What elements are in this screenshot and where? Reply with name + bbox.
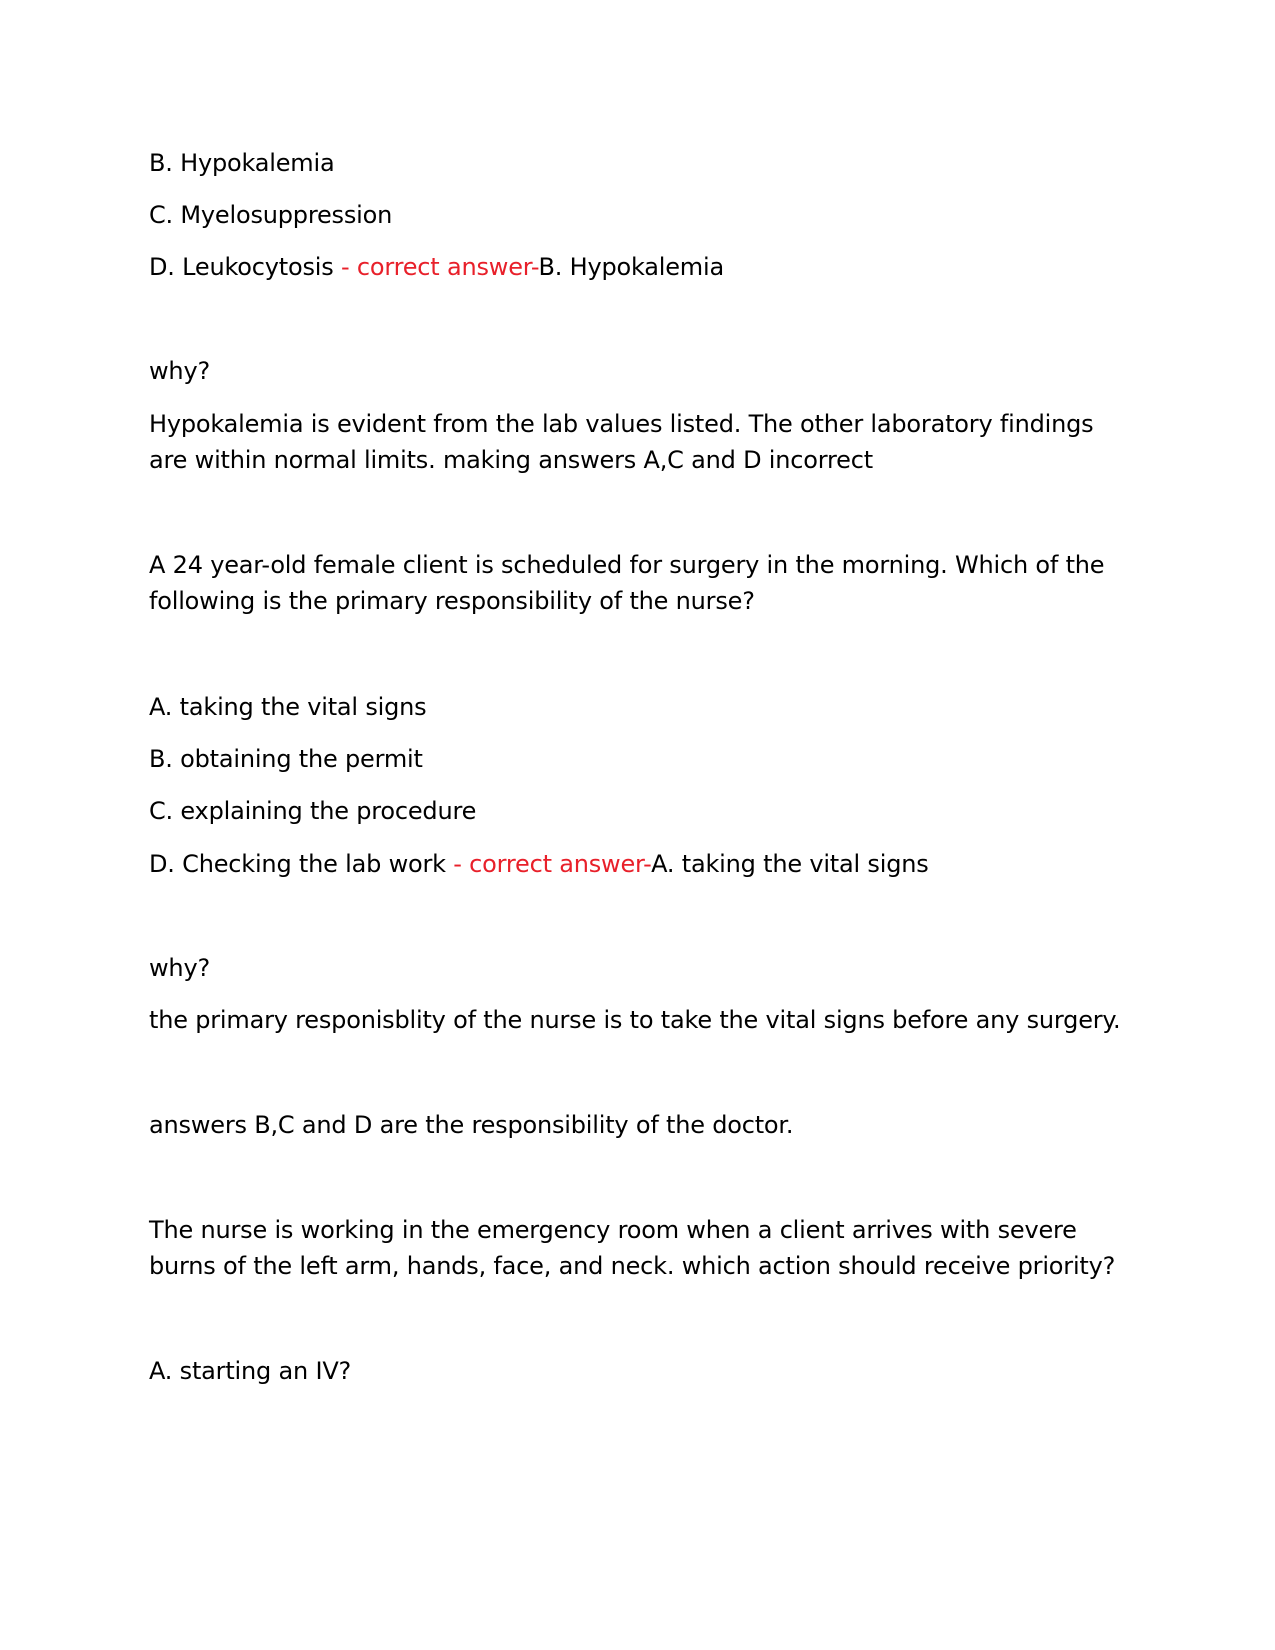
q2-why-label: why? (149, 954, 210, 982)
q2-explanation-line2: answers B,C and D are the responsibility of the doctor. (149, 1111, 794, 1139)
q2-answer-marker: - correct answer- (445, 850, 652, 878)
q2-option-a: A. taking the vital signs (149, 693, 427, 721)
q1-option-d: D. Leukocytosis (149, 253, 334, 281)
q1-explanation-line1: Hypokalemia is evident from the lab values listed. The other laboratory findings (149, 410, 1094, 438)
q2-option-d-line (149, 845, 929, 883)
q2-question-line2: following is the primary responsibility of the nurse? (149, 587, 755, 615)
q1-option-c: C. Myelosuppression (149, 201, 393, 229)
q1-explanation-line2: are within normal limits. making answers A,C and D incorrect (149, 446, 873, 474)
q3-question-line2: burns of the left arm, hands, face, and neck. which action should receive priority? (149, 1252, 1116, 1280)
q1-why-label: why? (149, 357, 210, 385)
q2-option-d: D. Checking the lab work (149, 850, 446, 878)
q2-answer: A. taking the vital signs (651, 850, 929, 878)
q2-question-line1: A 24 year-old female client is scheduled for surgery in the morning. Which of the (149, 551, 1105, 579)
q1-option-d-line (149, 248, 724, 286)
q3-question-line1: The nurse is working in the emergency room when a client arrives with severe (149, 1216, 1077, 1244)
q2-option-c: C. explaining the procedure (149, 797, 477, 825)
q2-option-b: B. obtaining the permit (149, 745, 423, 773)
q2-explanation-line1: the primary responisblity of the nurse is to take the vital signs before any surgery. (149, 1006, 1121, 1034)
q3-option-a: A. starting an IV? (149, 1357, 352, 1385)
q1-answer-marker: - correct answer- (333, 253, 539, 281)
q1-option-b: B. Hypokalemia (149, 149, 335, 177)
q1-answer: B. Hypokalemia (538, 253, 724, 281)
